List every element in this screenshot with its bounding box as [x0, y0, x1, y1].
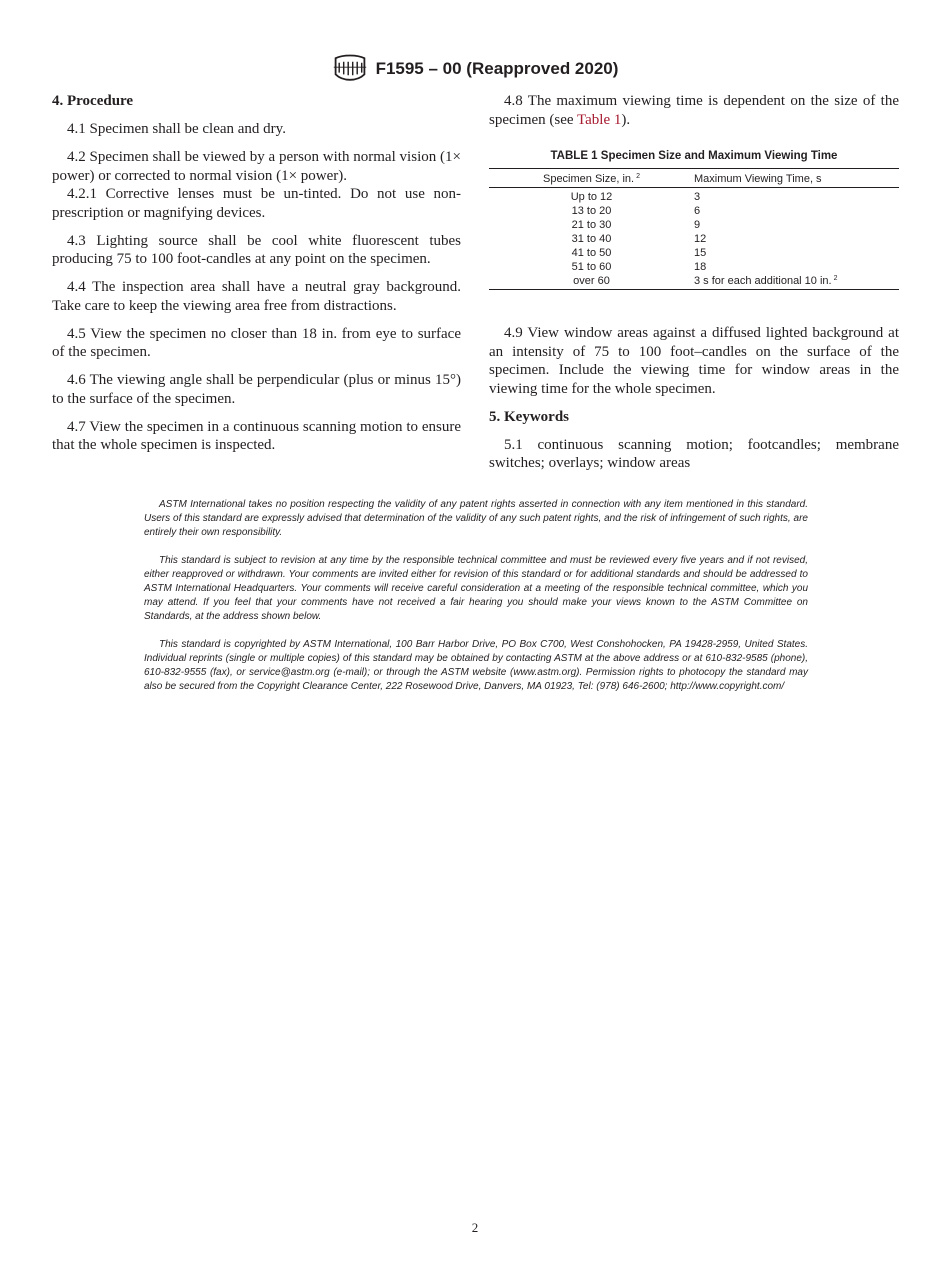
column-header-size-label: Specimen Size, in.: [542, 173, 635, 185]
page-header: [0, 52, 950, 86]
astm-logo-icon: [332, 54, 368, 84]
cell-time: [694, 274, 899, 290]
cell-time-text: 3 s for each additional 10 in.: [694, 275, 832, 287]
left-column: [52, 92, 461, 455]
paragraph-4-3: 4.3 Lighting source shall be cool white fluorescent tubes producing 75 to 100 foot-candles at any point on the specimen.: [52, 232, 461, 267]
cell-size: Up to 12: [570, 191, 613, 203]
section-heading-procedure: 4. Procedure: [52, 93, 134, 109]
viewing-time-table: [489, 168, 899, 290]
table-caption: TABLE 1 Specimen Size and Maximum Viewing Time: [550, 150, 838, 162]
cell-size: over 60: [489, 274, 694, 290]
patent-notice: ASTM International takes no position respecting the validity of any patent rights asserted in connection with any item mentioned in this standard. Users of this standard are expressly advised that determination of the validity of any such patent rights, and the risk of infringement of such rights, are entirely their own responsibility.: [144, 499, 808, 538]
footnote-marker: 2: [833, 275, 838, 282]
paragraph-4-5: 4.5 View the specimen no closer than 18 in. from eye to surface of the specimen.: [52, 325, 461, 360]
cell-size: 21 to 30: [571, 219, 612, 231]
paragraph-4-2: 4.2 Specimen shall be viewed by a person with normal vision (1× power) or corrected to normal vision (1× power).: [52, 149, 461, 184]
table-row: [489, 218, 899, 232]
cell-time: 6: [694, 205, 701, 217]
document-title: F1595 – 00 (Reapproved 2020): [375, 59, 619, 78]
cell-size: 31 to 40: [571, 233, 612, 245]
table-row: [489, 232, 899, 246]
footer-notice: [144, 498, 808, 694]
cell-size: 41 to 50: [571, 247, 612, 259]
cell-time: 3: [694, 191, 701, 203]
revision-notice: This standard is subject to revision at any time by the responsible technical committee and must be reviewed every five years and if not revised, either reapproved or withdrawn. Your comments are invited either for revision of this standard or for additional standards and should be addressed to ASTM International Headquarters. Your comments will receive careful consideration at a meeting of the responsible technical committee, which you may attend. If you feel that your comments have not received a fair hearing you should make your views known to the ASTM Committee on Standards, at the address shown below.: [144, 555, 808, 622]
table-row: [489, 274, 899, 290]
cell-time: 9: [694, 219, 701, 231]
paragraph-4-1: 4.1 Specimen shall be clean and dry.: [67, 121, 286, 137]
right-column: [489, 92, 899, 473]
section-heading-keywords: 5. Keywords: [489, 408, 569, 425]
copyright-notice: This standard is copyrighted by ASTM International, 100 Barr Harbor Drive, PO Box C700, West Conshohocken, PA 19428-2959, United States. Individual reprints (single or multiple copies) of this standard may be obtained by contacting ASTM at the above address or at 610-832-9585 (phone), 610-832-9555 (fax), or service@astm.org (e-mail); or through the ASTM website (www.astm.org). Permission rights to photocopy the standard may also be secured from the Copyright Clearance Center, 222 Rosewood Drive, Danvers, MA 01923, Tel: (978) 646-2600; http://www.copyright.com/: [144, 639, 808, 692]
paragraph-4-8-text: 4.8 The maximum viewing time is dependent on the size of the specimen (see: [489, 93, 899, 128]
paragraph-4-8-end: ).: [621, 111, 631, 128]
paragraph-4-9: 4.9 View window areas against a diffused lighted background at an intensity of 75 to 100 foot–candles on the surface of the specimen. Include the viewing time for window areas in the viewing time for the whole specimen.: [489, 325, 899, 397]
table-row: [489, 188, 899, 205]
cell-size: 51 to 60: [571, 261, 612, 273]
table-header-row: [489, 169, 899, 188]
column-header-size: [489, 169, 694, 188]
cell-time: 15: [694, 247, 707, 259]
paragraph-4-2-1: 4.2.1 Corrective lenses must be un-tinted. Do not use non-prescription or magnifying devices.: [52, 186, 461, 221]
page-number: 2: [471, 1220, 479, 1235]
cell-time: 18: [694, 261, 707, 273]
column-header-time: Maximum Viewing Time, s: [694, 169, 899, 188]
paragraph-4-6: 4.6 The viewing angle shall be perpendicular (plus or minus 15°) to the surface of the specimen.: [52, 372, 461, 407]
paragraph-4-7: 4.7 View the specimen in a continuous scanning motion to ensure that the whole specimen is inspected.: [52, 418, 461, 453]
table-row: [489, 246, 899, 260]
table-row: [489, 204, 899, 218]
table-row: [489, 260, 899, 274]
paragraph-4-8: [489, 92, 899, 129]
paragraph-5-1: 5.1 continuous scanning motion; footcandles; membrane switches; overlays; window areas: [489, 436, 899, 471]
footnote-marker: 2: [636, 173, 640, 180]
paragraph-4-4: 4.4 The inspection area shall have a neutral gray background. Take care to keep the viewing area free from distractions.: [52, 279, 461, 314]
table-1: [489, 149, 899, 290]
cell-size: 13 to 20: [571, 205, 612, 217]
table-1-link[interactable]: Table 1: [577, 111, 622, 128]
cell-time: 12: [694, 233, 707, 245]
